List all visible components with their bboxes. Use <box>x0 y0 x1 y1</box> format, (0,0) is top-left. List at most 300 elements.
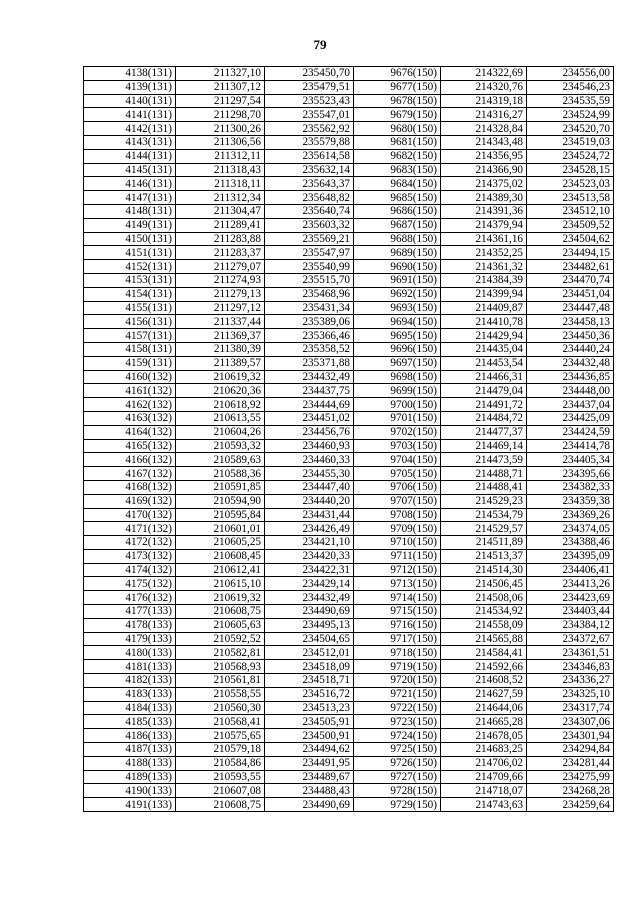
table-row <box>84 439 614 453</box>
table-row <box>84 563 614 577</box>
x-coord-left-cell: 211327,10 <box>176 67 265 81</box>
x-coord-right-cell: 214529,23 <box>441 494 527 508</box>
x-coord-right-cell: 214534,79 <box>441 508 527 522</box>
point-id-right-cell: 9690(150) <box>354 260 441 274</box>
x-coord-left-cell: 211337,44 <box>176 315 265 329</box>
table-row <box>84 218 614 232</box>
x-coord-left-cell: 210608,75 <box>176 605 265 619</box>
point-id-right-cell: 9721(150) <box>354 687 441 701</box>
y-coord-left-cell: 234444,69 <box>265 398 354 412</box>
point-id-right-cell: 9706(150) <box>354 480 441 494</box>
y-coord-left-cell: 234432,49 <box>265 591 354 605</box>
table-row <box>84 715 614 729</box>
point-id-left-cell: 4167(132) <box>84 467 176 481</box>
point-id-right-cell: 9701(150) <box>354 411 441 425</box>
table-row <box>84 508 614 522</box>
point-id-right-cell: 9714(150) <box>354 591 441 605</box>
y-coord-left-cell: 234513,23 <box>265 701 354 715</box>
x-coord-right-cell: 214399,94 <box>441 287 527 301</box>
point-id-right-cell: 9681(150) <box>354 135 441 149</box>
x-coord-right-cell: 214410,78 <box>441 315 527 329</box>
point-id-right-cell: 9683(150) <box>354 163 441 177</box>
point-id-left-cell: 4165(132) <box>84 439 176 453</box>
y-coord-left-cell: 234495,13 <box>265 618 354 632</box>
x-coord-right-cell: 214484,72 <box>441 411 527 425</box>
y-coord-right-cell: 234519,03 <box>527 135 614 149</box>
table-row <box>84 287 614 301</box>
y-coord-left-cell: 235366,46 <box>265 329 354 343</box>
y-coord-right-cell: 234384,12 <box>527 618 614 632</box>
point-id-right-cell: 9691(150) <box>354 273 441 287</box>
y-coord-right-cell: 234275,99 <box>527 770 614 784</box>
point-id-right-cell: 9726(150) <box>354 756 441 770</box>
table-row <box>84 204 614 218</box>
x-coord-left-cell: 210593,55 <box>176 770 265 784</box>
table-row <box>84 177 614 191</box>
point-id-right-cell: 9715(150) <box>354 605 441 619</box>
point-id-left-cell: 4174(132) <box>84 563 176 577</box>
point-id-left-cell: 4175(132) <box>84 577 176 591</box>
x-coord-right-cell: 214627,59 <box>441 687 527 701</box>
point-id-right-cell: 9682(150) <box>354 149 441 163</box>
x-coord-right-cell: 214513,37 <box>441 549 527 563</box>
y-coord-left-cell: 234429,14 <box>265 577 354 591</box>
x-coord-right-cell: 214391,36 <box>441 204 527 218</box>
point-id-left-cell: 4179(133) <box>84 632 176 646</box>
y-coord-left-cell: 235632,14 <box>265 163 354 177</box>
y-coord-right-cell: 234524,72 <box>527 149 614 163</box>
point-id-left-cell: 4160(132) <box>84 370 176 384</box>
x-coord-left-cell: 210607,08 <box>176 784 265 798</box>
y-coord-right-cell: 234336,27 <box>527 674 614 688</box>
x-coord-left-cell: 210618,92 <box>176 398 265 412</box>
x-coord-left-cell: 211318,11 <box>176 177 265 191</box>
x-coord-left-cell: 210612,41 <box>176 563 265 577</box>
point-id-left-cell: 4180(133) <box>84 646 176 660</box>
x-coord-left-cell: 210619,32 <box>176 591 265 605</box>
x-coord-right-cell: 214375,02 <box>441 177 527 191</box>
y-coord-right-cell: 234423,69 <box>527 591 614 605</box>
point-id-left-cell: 4149(131) <box>84 218 176 232</box>
point-id-right-cell: 9694(150) <box>354 315 441 329</box>
table-row <box>84 301 614 315</box>
table-row <box>84 246 614 260</box>
x-coord-right-cell: 214514,30 <box>441 563 527 577</box>
point-id-right-cell: 9679(150) <box>354 108 441 122</box>
y-coord-right-cell: 234546,23 <box>527 80 614 94</box>
y-coord-right-cell: 234513,58 <box>527 191 614 205</box>
y-coord-left-cell: 234500,91 <box>265 729 354 743</box>
y-coord-right-cell: 234369,26 <box>527 508 614 522</box>
y-coord-right-cell: 234528,15 <box>527 163 614 177</box>
x-coord-right-cell: 214466,31 <box>441 370 527 384</box>
table-row <box>84 591 614 605</box>
coordinates-table-body <box>84 67 614 812</box>
y-coord-right-cell: 234388,46 <box>527 536 614 550</box>
point-id-right-cell: 9688(150) <box>354 232 441 246</box>
point-id-left-cell: 4154(131) <box>84 287 176 301</box>
point-id-left-cell: 4169(132) <box>84 494 176 508</box>
point-id-left-cell: 4184(133) <box>84 701 176 715</box>
y-coord-left-cell: 234460,93 <box>265 439 354 453</box>
table-row <box>84 729 614 743</box>
table-row <box>84 577 614 591</box>
y-coord-right-cell: 234301,94 <box>527 729 614 743</box>
x-coord-right-cell: 214743,63 <box>441 798 527 812</box>
x-coord-left-cell: 210605,25 <box>176 536 265 550</box>
table-row <box>84 743 614 757</box>
table-row <box>84 370 614 384</box>
y-coord-right-cell: 234448,00 <box>527 384 614 398</box>
x-coord-left-cell: 210561,81 <box>176 674 265 688</box>
point-id-left-cell: 4186(133) <box>84 729 176 743</box>
y-coord-left-cell: 235648,82 <box>265 191 354 205</box>
point-id-right-cell: 9702(150) <box>354 425 441 439</box>
y-coord-right-cell: 234512,10 <box>527 204 614 218</box>
y-coord-right-cell: 234268,28 <box>527 784 614 798</box>
y-coord-left-cell: 234420,33 <box>265 549 354 563</box>
y-coord-right-cell: 234520,70 <box>527 122 614 136</box>
table-row <box>84 149 614 163</box>
x-coord-left-cell: 211297,12 <box>176 301 265 315</box>
x-coord-right-cell: 214384,39 <box>441 273 527 287</box>
y-coord-left-cell: 235371,88 <box>265 356 354 370</box>
x-coord-right-cell: 214473,59 <box>441 453 527 467</box>
y-coord-left-cell: 234426,49 <box>265 522 354 536</box>
x-coord-left-cell: 211369,37 <box>176 329 265 343</box>
x-coord-right-cell: 214683,25 <box>441 743 527 757</box>
x-coord-right-cell: 214718,07 <box>441 784 527 798</box>
table-row <box>84 411 614 425</box>
point-id-right-cell: 9719(150) <box>354 660 441 674</box>
x-coord-left-cell: 210608,75 <box>176 798 265 812</box>
point-id-left-cell: 4187(133) <box>84 743 176 757</box>
x-coord-right-cell: 214322,69 <box>441 67 527 81</box>
point-id-right-cell: 9709(150) <box>354 522 441 536</box>
y-coord-left-cell: 234518,71 <box>265 674 354 688</box>
x-coord-left-cell: 210582,81 <box>176 646 265 660</box>
y-coord-right-cell: 234432,48 <box>527 356 614 370</box>
y-coord-right-cell: 234504,62 <box>527 232 614 246</box>
point-id-right-cell: 9697(150) <box>354 356 441 370</box>
table-row <box>84 273 614 287</box>
x-coord-right-cell: 214529,57 <box>441 522 527 536</box>
x-coord-left-cell: 210575,65 <box>176 729 265 743</box>
y-coord-left-cell: 234490,69 <box>265 798 354 812</box>
point-id-right-cell: 9708(150) <box>354 508 441 522</box>
x-coord-right-cell: 214379,94 <box>441 218 527 232</box>
y-coord-left-cell: 234421,10 <box>265 536 354 550</box>
y-coord-right-cell: 234359,38 <box>527 494 614 508</box>
y-coord-left-cell: 234456,76 <box>265 425 354 439</box>
point-id-right-cell: 9712(150) <box>354 563 441 577</box>
y-coord-right-cell: 234281,44 <box>527 756 614 770</box>
y-coord-right-cell: 234509,52 <box>527 218 614 232</box>
point-id-right-cell: 9689(150) <box>354 246 441 260</box>
x-coord-left-cell: 211300,26 <box>176 122 265 136</box>
x-coord-right-cell: 214488,71 <box>441 467 527 481</box>
y-coord-right-cell: 234395,66 <box>527 467 614 481</box>
table-row <box>84 67 614 81</box>
table-row <box>84 687 614 701</box>
x-coord-right-cell: 214678,05 <box>441 729 527 743</box>
y-coord-left-cell: 234440,20 <box>265 494 354 508</box>
table-row <box>84 356 614 370</box>
point-id-left-cell: 4142(131) <box>84 122 176 136</box>
x-coord-right-cell: 214319,18 <box>441 94 527 108</box>
x-coord-right-cell: 214565,88 <box>441 632 527 646</box>
point-id-right-cell: 9677(150) <box>354 80 441 94</box>
point-id-left-cell: 4141(131) <box>84 108 176 122</box>
point-id-left-cell: 4155(131) <box>84 301 176 315</box>
y-coord-right-cell: 234524,99 <box>527 108 614 122</box>
x-coord-left-cell: 211298,70 <box>176 108 265 122</box>
x-coord-right-cell: 214361,16 <box>441 232 527 246</box>
x-coord-right-cell: 214706,02 <box>441 756 527 770</box>
x-coord-right-cell: 214477,37 <box>441 425 527 439</box>
y-coord-right-cell: 234317,74 <box>527 701 614 715</box>
y-coord-left-cell: 234437,75 <box>265 384 354 398</box>
point-id-left-cell: 4170(132) <box>84 508 176 522</box>
y-coord-right-cell: 234494,15 <box>527 246 614 260</box>
table-row <box>84 494 614 508</box>
x-coord-right-cell: 214435,04 <box>441 342 527 356</box>
point-id-left-cell: 4163(132) <box>84 411 176 425</box>
x-coord-left-cell: 210605,63 <box>176 618 265 632</box>
point-id-left-cell: 4145(131) <box>84 163 176 177</box>
point-id-left-cell: 4150(131) <box>84 232 176 246</box>
x-coord-right-cell: 214488,41 <box>441 480 527 494</box>
y-coord-right-cell: 234451,04 <box>527 287 614 301</box>
x-coord-left-cell: 211274,93 <box>176 273 265 287</box>
point-id-right-cell: 9717(150) <box>354 632 441 646</box>
table-row <box>84 398 614 412</box>
table-row <box>84 260 614 274</box>
point-id-left-cell: 4162(132) <box>84 398 176 412</box>
point-id-left-cell: 4182(133) <box>84 674 176 688</box>
y-coord-right-cell: 234382,33 <box>527 480 614 494</box>
y-coord-left-cell: 234460,33 <box>265 453 354 467</box>
table-row <box>84 549 614 563</box>
y-coord-right-cell: 234450,36 <box>527 329 614 343</box>
point-id-left-cell: 4138(131) <box>84 67 176 81</box>
x-coord-left-cell: 211283,88 <box>176 232 265 246</box>
y-coord-left-cell: 235547,01 <box>265 108 354 122</box>
y-coord-left-cell: 234451,02 <box>265 411 354 425</box>
y-coord-left-cell: 235547,97 <box>265 246 354 260</box>
x-coord-left-cell: 210592,52 <box>176 632 265 646</box>
table-row <box>84 605 614 619</box>
point-id-left-cell: 4153(131) <box>84 273 176 287</box>
x-coord-left-cell: 210595,84 <box>176 508 265 522</box>
point-id-right-cell: 9699(150) <box>354 384 441 398</box>
table-row <box>84 674 614 688</box>
x-coord-left-cell: 211306,56 <box>176 135 265 149</box>
y-coord-left-cell: 235540,99 <box>265 260 354 274</box>
table-row <box>84 660 614 674</box>
point-id-left-cell: 4143(131) <box>84 135 176 149</box>
y-coord-right-cell: 234307,06 <box>527 715 614 729</box>
point-id-left-cell: 4158(131) <box>84 342 176 356</box>
point-id-right-cell: 9686(150) <box>354 204 441 218</box>
x-coord-right-cell: 214389,30 <box>441 191 527 205</box>
y-coord-left-cell: 235562,92 <box>265 122 354 136</box>
point-id-right-cell: 9705(150) <box>354 467 441 481</box>
point-id-left-cell: 4159(131) <box>84 356 176 370</box>
y-coord-right-cell: 234482,61 <box>527 260 614 274</box>
y-coord-left-cell: 235569,21 <box>265 232 354 246</box>
y-coord-left-cell: 234512,01 <box>265 646 354 660</box>
x-coord-left-cell: 210568,93 <box>176 660 265 674</box>
coordinates-table <box>83 66 614 812</box>
point-id-left-cell: 4188(133) <box>84 756 176 770</box>
point-id-left-cell: 4173(132) <box>84 549 176 563</box>
table-row <box>84 784 614 798</box>
x-coord-left-cell: 210604,26 <box>176 425 265 439</box>
x-coord-right-cell: 214491,72 <box>441 398 527 412</box>
x-coord-right-cell: 214361,32 <box>441 260 527 274</box>
x-coord-left-cell: 210593,32 <box>176 439 265 453</box>
x-coord-left-cell: 210589,63 <box>176 453 265 467</box>
point-id-left-cell: 4151(131) <box>84 246 176 260</box>
x-coord-left-cell: 210594,90 <box>176 494 265 508</box>
point-id-left-cell: 4176(132) <box>84 591 176 605</box>
point-id-right-cell: 9707(150) <box>354 494 441 508</box>
x-coord-left-cell: 210620,36 <box>176 384 265 398</box>
table-row <box>84 329 614 343</box>
y-coord-left-cell: 234490,69 <box>265 605 354 619</box>
point-id-right-cell: 9729(150) <box>354 798 441 812</box>
table-row <box>84 618 614 632</box>
y-coord-right-cell: 234414,78 <box>527 439 614 453</box>
y-coord-left-cell: 235479,51 <box>265 80 354 94</box>
x-coord-left-cell: 210579,18 <box>176 743 265 757</box>
x-coord-left-cell: 211304,47 <box>176 204 265 218</box>
y-coord-right-cell: 234447,48 <box>527 301 614 315</box>
table-row <box>84 770 614 784</box>
y-coord-left-cell: 234516,72 <box>265 687 354 701</box>
x-coord-left-cell: 211380,39 <box>176 342 265 356</box>
table-row <box>84 453 614 467</box>
table-row <box>84 135 614 149</box>
point-id-right-cell: 9728(150) <box>354 784 441 798</box>
point-id-left-cell: 4181(133) <box>84 660 176 674</box>
point-id-right-cell: 9704(150) <box>354 453 441 467</box>
x-coord-left-cell: 210608,45 <box>176 549 265 563</box>
point-id-right-cell: 9720(150) <box>354 674 441 688</box>
point-id-right-cell: 9676(150) <box>354 67 441 81</box>
y-coord-left-cell: 234455,30 <box>265 467 354 481</box>
point-id-right-cell: 9727(150) <box>354 770 441 784</box>
table-row <box>84 191 614 205</box>
point-id-right-cell: 9696(150) <box>354 342 441 356</box>
x-coord-left-cell: 211318,43 <box>176 163 265 177</box>
point-id-left-cell: 4146(131) <box>84 177 176 191</box>
x-coord-right-cell: 214366,90 <box>441 163 527 177</box>
x-coord-right-cell: 214356,95 <box>441 149 527 163</box>
point-id-right-cell: 9711(150) <box>354 549 441 563</box>
point-id-right-cell: 9725(150) <box>354 743 441 757</box>
y-coord-right-cell: 234470,74 <box>527 273 614 287</box>
x-coord-left-cell: 211279,13 <box>176 287 265 301</box>
point-id-left-cell: 4178(133) <box>84 618 176 632</box>
y-coord-right-cell: 234556,00 <box>527 67 614 81</box>
point-id-left-cell: 4183(133) <box>84 687 176 701</box>
y-coord-right-cell: 234403,44 <box>527 605 614 619</box>
y-coord-left-cell: 235643,37 <box>265 177 354 191</box>
x-coord-right-cell: 214534,92 <box>441 605 527 619</box>
x-coord-right-cell: 214608,52 <box>441 674 527 688</box>
x-coord-left-cell: 211283,37 <box>176 246 265 260</box>
y-coord-right-cell: 234406,41 <box>527 563 614 577</box>
y-coord-right-cell: 234374,05 <box>527 522 614 536</box>
y-coord-right-cell: 234437,04 <box>527 398 614 412</box>
x-coord-right-cell: 214506,45 <box>441 577 527 591</box>
x-coord-right-cell: 214316,27 <box>441 108 527 122</box>
table-row <box>84 425 614 439</box>
point-id-left-cell: 4185(133) <box>84 715 176 729</box>
page-number: 79 <box>313 37 327 52</box>
table-row <box>84 80 614 94</box>
point-id-right-cell: 9685(150) <box>354 191 441 205</box>
table-row <box>84 632 614 646</box>
table-row <box>84 480 614 494</box>
x-coord-left-cell: 211307,12 <box>176 80 265 94</box>
x-coord-left-cell: 210584,86 <box>176 756 265 770</box>
point-id-left-cell: 4148(131) <box>84 204 176 218</box>
point-id-right-cell: 9693(150) <box>354 301 441 315</box>
y-coord-left-cell: 235515,70 <box>265 273 354 287</box>
point-id-left-cell: 4172(132) <box>84 536 176 550</box>
x-coord-right-cell: 214328,84 <box>441 122 527 136</box>
x-coord-left-cell: 211312,34 <box>176 191 265 205</box>
y-coord-right-cell: 234436,85 <box>527 370 614 384</box>
y-coord-left-cell: 234505,91 <box>265 715 354 729</box>
x-coord-right-cell: 214665,28 <box>441 715 527 729</box>
y-coord-right-cell: 234405,34 <box>527 453 614 467</box>
point-id-right-cell: 9724(150) <box>354 729 441 743</box>
point-id-left-cell: 4161(132) <box>84 384 176 398</box>
x-coord-right-cell: 214453,54 <box>441 356 527 370</box>
y-coord-left-cell: 235614,58 <box>265 149 354 163</box>
y-coord-left-cell: 234431,44 <box>265 508 354 522</box>
x-coord-right-cell: 214320,76 <box>441 80 527 94</box>
y-coord-left-cell: 234504,65 <box>265 632 354 646</box>
point-id-left-cell: 4166(132) <box>84 453 176 467</box>
y-coord-right-cell: 234440,24 <box>527 342 614 356</box>
x-coord-left-cell: 210568,41 <box>176 715 265 729</box>
x-coord-right-cell: 214592,66 <box>441 660 527 674</box>
point-id-left-cell: 4156(131) <box>84 315 176 329</box>
x-coord-left-cell: 210558,55 <box>176 687 265 701</box>
point-id-right-cell: 9716(150) <box>354 618 441 632</box>
x-coord-left-cell: 210560,30 <box>176 701 265 715</box>
point-id-left-cell: 4164(132) <box>84 425 176 439</box>
x-coord-left-cell: 210619,32 <box>176 370 265 384</box>
table-row <box>84 342 614 356</box>
y-coord-right-cell: 234346,83 <box>527 660 614 674</box>
x-coord-right-cell: 214584,41 <box>441 646 527 660</box>
x-coord-right-cell: 214508,06 <box>441 591 527 605</box>
x-coord-left-cell: 210613,55 <box>176 411 265 425</box>
point-id-left-cell: 4152(131) <box>84 260 176 274</box>
point-id-right-cell: 9722(150) <box>354 701 441 715</box>
y-coord-right-cell: 234425,09 <box>527 411 614 425</box>
y-coord-right-cell: 234361,51 <box>527 646 614 660</box>
point-id-left-cell: 4171(132) <box>84 522 176 536</box>
point-id-right-cell: 9684(150) <box>354 177 441 191</box>
y-coord-right-cell: 234535,59 <box>527 94 614 108</box>
